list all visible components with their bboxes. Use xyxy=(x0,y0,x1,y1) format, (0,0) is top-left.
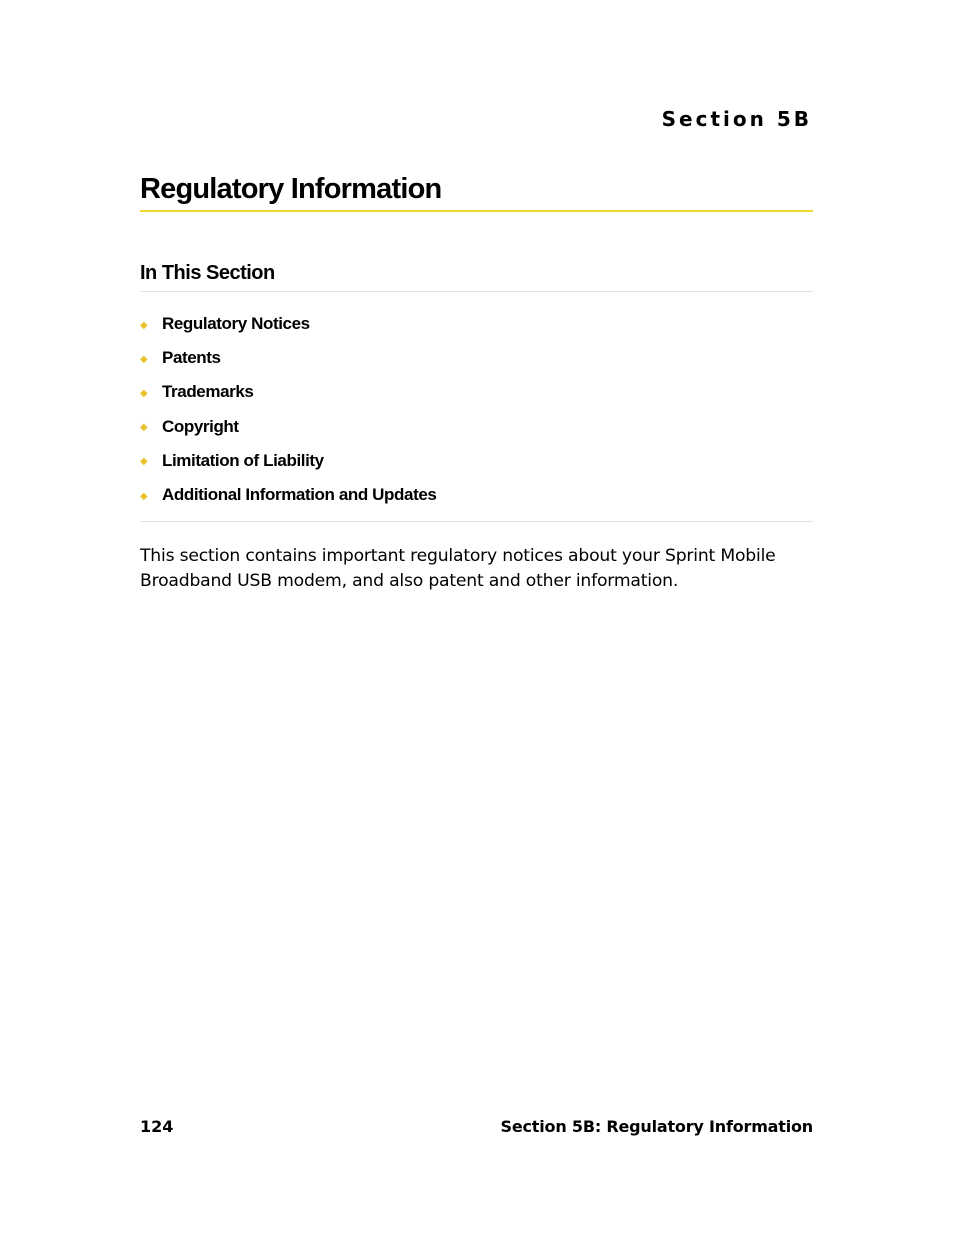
in-this-section-heading: In This Section xyxy=(140,262,275,284)
list-item-label: Copyright xyxy=(162,416,239,436)
section-contents-list xyxy=(140,307,813,512)
intro-paragraph: This section contains important regulatory notices about your Sprint Mobile Broadband USB modem, and also patent and other information. xyxy=(140,546,776,591)
section-label: Section 5B xyxy=(661,107,812,131)
list-item-label: Trademarks xyxy=(162,382,254,402)
list-item[interactable] xyxy=(140,444,813,478)
list-item[interactable] xyxy=(140,375,813,409)
diamond-bullet-icon: ◆ xyxy=(140,353,148,365)
list-item-label: Regulatory Notices xyxy=(162,314,310,334)
list-item[interactable] xyxy=(140,478,813,512)
page-title: Regulatory Information xyxy=(140,173,442,205)
list-item[interactable] xyxy=(140,307,813,341)
footer-page-number: 124 xyxy=(140,1117,174,1136)
list-item-label: Patents xyxy=(162,348,221,368)
list-item[interactable] xyxy=(140,341,813,375)
title-underline xyxy=(140,210,813,212)
divider-bottom xyxy=(140,521,813,522)
list-item[interactable] xyxy=(140,410,813,444)
divider-top xyxy=(140,291,813,292)
list-item-label: Additional Information and Updates xyxy=(162,485,437,505)
diamond-bullet-icon: ◆ xyxy=(140,490,148,502)
footer-section-title: Section 5B: Regulatory Information xyxy=(500,1117,813,1136)
diamond-bullet-icon: ◆ xyxy=(140,387,148,399)
diamond-bullet-icon: ◆ xyxy=(140,319,148,331)
list-item-label: Limitation of Liability xyxy=(162,450,324,470)
diamond-bullet-icon: ◆ xyxy=(140,456,148,468)
diamond-bullet-icon: ◆ xyxy=(140,422,148,434)
